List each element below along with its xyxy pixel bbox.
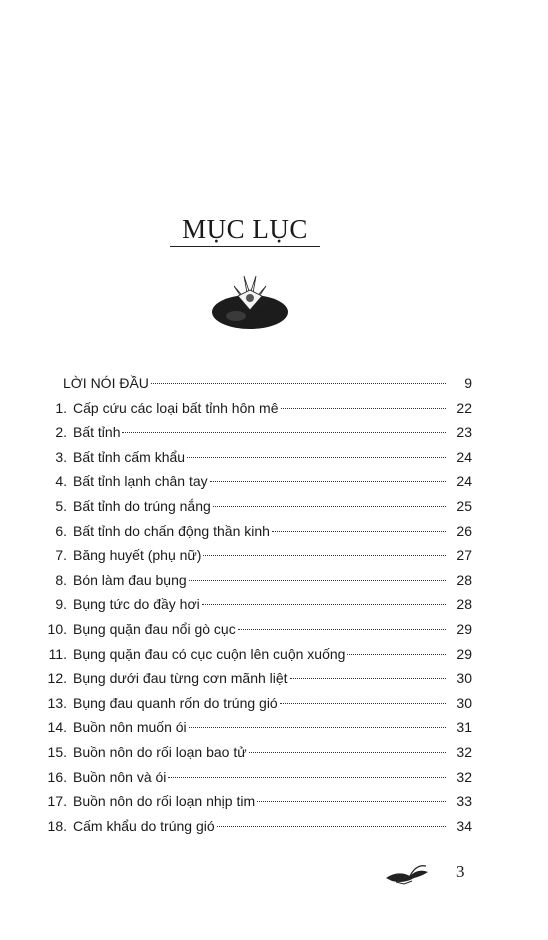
toc-entry <box>47 740 472 765</box>
entry-number: 13. <box>47 694 67 711</box>
toc-entry <box>47 814 472 839</box>
dot-leader <box>257 800 446 802</box>
dot-leader <box>187 456 446 458</box>
entry-title: Buồn nôn và ói <box>73 768 167 785</box>
entry-number: 16. <box>47 768 67 785</box>
entry-number: 9. <box>55 596 67 613</box>
entry-page: 24 <box>456 473 472 490</box>
entry-title: Bụng quặn đau nổi gò cục <box>73 620 236 637</box>
toc-entry <box>47 765 472 790</box>
dot-leader <box>210 480 446 482</box>
entry-title: Bụng tức do đầy hơi <box>73 596 200 613</box>
toc-entry <box>47 396 472 421</box>
dot-leader <box>280 702 446 704</box>
entry-page: 28 <box>456 596 472 613</box>
entry-page: 9 <box>464 375 472 391</box>
entry-title: Buồn nôn do rối loạn nhịp tim <box>73 793 256 810</box>
entry-number: 6. <box>55 522 67 539</box>
entry-number: 4. <box>55 473 67 490</box>
entry-title: Buồn nôn do rối loạn bao tử <box>73 743 247 760</box>
dot-leader <box>189 726 446 728</box>
entry-page: 27 <box>456 547 472 564</box>
toc-entry <box>47 543 472 568</box>
entry-page: 25 <box>456 497 472 514</box>
toc-entry <box>47 420 472 445</box>
entry-title: Cấm khẩu do trúng gió <box>73 817 215 834</box>
toc-entry <box>47 469 472 494</box>
entry-title: Bón làm đau bụng <box>73 571 187 588</box>
table-of-contents <box>47 371 472 838</box>
toc-entry <box>47 519 472 544</box>
entry-title: LỜI NÓI ĐẦU <box>63 375 149 391</box>
entry-page: 30 <box>456 670 472 687</box>
dot-leader <box>238 628 446 630</box>
entry-number: 17. <box>47 793 67 810</box>
toc-entry <box>47 568 472 593</box>
entry-page: 34 <box>456 817 472 834</box>
toc-entry <box>47 691 472 716</box>
entry-page: 32 <box>456 743 472 760</box>
entry-page: 32 <box>456 768 472 785</box>
entry-title: Băng huyết (phụ nữ) <box>73 547 202 564</box>
dot-leader <box>281 407 447 409</box>
entry-number: 8. <box>55 571 67 588</box>
lotus-icon <box>208 270 292 332</box>
toc-entry <box>47 789 472 814</box>
dot-leader <box>168 776 446 778</box>
toc-entry <box>47 371 472 396</box>
entry-number: 3. <box>55 448 67 465</box>
dot-leader <box>347 653 446 655</box>
title-underline <box>170 246 320 247</box>
entry-title: Bất tỉnh lạnh chân tay <box>73 473 208 490</box>
entry-number: 12. <box>47 670 67 687</box>
entry-page: 22 <box>456 399 472 416</box>
page-number: 3 <box>456 862 465 881</box>
entry-title: Cấp cứu các loại bất tỉnh hôn mê <box>73 399 279 416</box>
entry-title: Bất tỉnh do chấn động thần kinh <box>73 522 270 539</box>
dot-leader <box>213 505 446 507</box>
dot-leader <box>203 554 446 556</box>
entry-number: 15. <box>47 743 67 760</box>
entry-page: 24 <box>456 448 472 465</box>
entry-number: 14. <box>47 719 67 736</box>
entry-title: Bụng quặn đau có cục cuộn lên cuộn xuống <box>73 645 346 662</box>
entry-number: 10. <box>47 620 67 637</box>
entry-page: 31 <box>456 719 472 736</box>
entry-number: 1. <box>55 399 67 416</box>
dot-leader <box>189 579 446 581</box>
entry-page: 33 <box>456 793 472 810</box>
entry-page: 30 <box>456 694 472 711</box>
entry-number: 5. <box>55 497 67 514</box>
entry-title: Bất tỉnh do trúng nắng <box>73 497 211 514</box>
toc-entry <box>47 666 472 691</box>
entry-page: 29 <box>456 645 472 662</box>
entry-page: 29 <box>456 620 472 637</box>
entry-page: 28 <box>456 571 472 588</box>
dot-leader <box>202 603 446 605</box>
entry-number: 11. <box>48 645 67 662</box>
entry-page: 26 <box>456 522 472 539</box>
entry-title: Bụng dưới đau từng cơn mãnh liệt <box>73 670 288 687</box>
dot-leader <box>151 382 446 384</box>
entry-number: 18. <box>47 817 67 834</box>
page-title: MỤC LỤC <box>182 214 308 244</box>
dot-leader <box>249 751 446 753</box>
dot-leader <box>122 431 446 433</box>
dot-leader <box>217 825 446 827</box>
entry-number: 2. <box>55 424 67 441</box>
entry-title: Bất tỉnh <box>73 424 121 441</box>
entry-title: Bụng đau quanh rốn do trúng gió <box>73 694 278 711</box>
toc-entry <box>47 494 472 519</box>
bird-ornament-icon <box>384 862 434 886</box>
toc-entry <box>47 642 472 667</box>
toc-entry <box>47 715 472 740</box>
entry-title: Bất tỉnh cấm khẩu <box>73 448 186 465</box>
toc-entry <box>47 445 472 470</box>
entry-number: 7. <box>55 547 67 564</box>
entry-title: Buồn nôn muốn ói <box>73 719 187 736</box>
dot-leader <box>290 677 446 679</box>
dot-leader <box>272 530 446 532</box>
toc-entry <box>47 617 472 642</box>
entry-page: 23 <box>456 424 472 441</box>
toc-entry <box>47 592 472 617</box>
